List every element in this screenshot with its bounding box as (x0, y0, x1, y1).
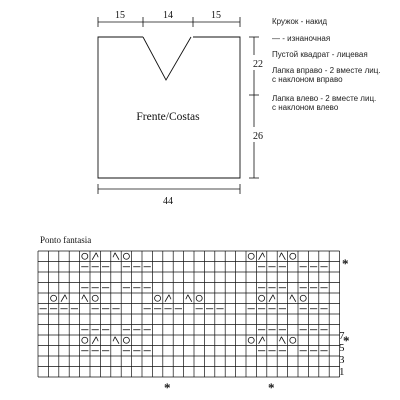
piece-title: Frente/Costas (136, 111, 200, 123)
yarn-over-icon (51, 295, 57, 301)
yarn-over-icon (300, 295, 306, 301)
ssk-left-icon (186, 295, 192, 302)
yarn-over-icon (290, 253, 296, 259)
row-label-5: 5 (339, 342, 345, 354)
side-height-top: 22 (253, 59, 263, 70)
k2tog-right-icon (259, 337, 265, 344)
ssk-left-icon (113, 253, 119, 260)
legend-yarn-over: Кружок - накид (272, 17, 328, 26)
garment-schematic (98, 10, 266, 207)
legend-k2tog-line2: с наклоном вправо (272, 75, 343, 84)
body-outline (98, 37, 240, 178)
repeat-marker-row7: * (343, 333, 350, 348)
k2tog-right-icon (259, 253, 265, 260)
repeat-marker-bottom-left: * (164, 380, 171, 395)
repeat-marker-bottom-right: * (268, 380, 275, 395)
top-width-center: 14 (163, 10, 173, 21)
yarn-over-icon (155, 295, 161, 301)
ssk-left-icon (279, 253, 285, 260)
row-label-7: 7 (339, 330, 345, 342)
k2tog-right-icon (92, 337, 98, 344)
legend-ssk-line1: Лапка влево - 2 вместе лиц. (272, 94, 377, 103)
v-neck (143, 37, 191, 80)
ssk-left-icon (290, 295, 296, 302)
yarn-over-icon (123, 337, 129, 343)
k2tog-right-icon (92, 253, 98, 260)
legend-k2tog-right (272, 66, 383, 84)
yarn-over-icon (290, 337, 296, 343)
bottom-width: 44 (163, 196, 173, 207)
yarn-over-icon (196, 295, 202, 301)
symbol-legend (272, 17, 383, 112)
legend-knit: Пустой квадрат - лицевая (272, 50, 368, 59)
stitch-chart-grid (38, 251, 340, 377)
legend-ssk-line2: с наклоном влево (272, 103, 339, 112)
legend-k2tog-line1: Лапка вправо - 2 вместе лиц. (272, 66, 381, 75)
chart-title: Ponto fantasia (40, 235, 92, 245)
ssk-left-icon (113, 337, 119, 344)
legend-ssk-left (272, 94, 378, 112)
yarn-over-icon (248, 337, 254, 343)
yarn-over-icon (259, 295, 265, 301)
ssk-left-icon (82, 295, 88, 302)
row-label-1: 1 (339, 366, 345, 378)
k2tog-right-icon (269, 295, 275, 302)
k2tog-right-icon (165, 295, 171, 302)
yarn-over-icon (123, 253, 129, 259)
yarn-over-icon (82, 337, 88, 343)
yarn-over-icon (92, 295, 98, 301)
yarn-over-icon (248, 253, 254, 259)
legend-purl: — - изнаночная (272, 34, 331, 43)
k2tog-right-icon (61, 295, 67, 302)
row-label-3: 3 (339, 354, 345, 366)
yarn-over-icon (82, 253, 88, 259)
repeat-marker-top: * (342, 256, 349, 271)
ssk-left-icon (279, 337, 285, 344)
top-width-left: 15 (115, 10, 125, 21)
side-height-bottom: 26 (253, 131, 263, 142)
top-width-right: 15 (211, 10, 221, 21)
